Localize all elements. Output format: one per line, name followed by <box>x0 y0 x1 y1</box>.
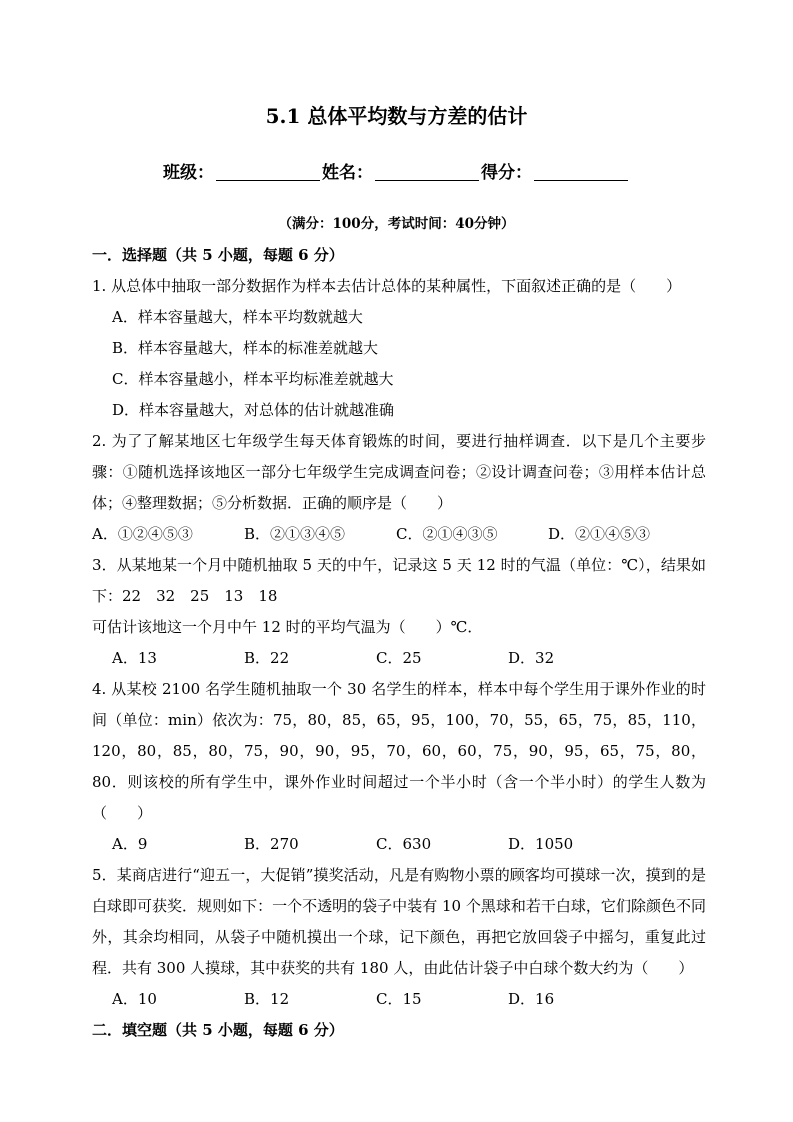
question-1-option-c: C．样本容量越小，样本平均标准差就越大 <box>112 370 394 388</box>
question-2-option-a: A．①②④⑤③ <box>92 525 193 543</box>
question-1-option-a: A．样本容量越大，样本平均数就越大 <box>112 308 363 326</box>
question-5-stem: 5．某商店进行“迎五一，大促销”摸奖活动，凡是有购物小票的顾客均可摸球一次，摸到的是白球即可获奖．规则如下：一个不透明的袋子中装有 10 个黑球和若干白球，它们除颜色不同外，其余均相同，从袋子中随机摸出一个球，记下颜色，再把它放回袋子中摇匀，重复此过程．共有 300 人摸球，其中获奖的共有 180 人，由此估计袋子中白球个数大约为（ ） <box>92 866 706 977</box>
section-heading-choice: 一．选择题（共 5 小题，每题 6 分） <box>92 246 344 264</box>
score-label: 得分： <box>481 163 532 183</box>
question-4-options <box>92 829 706 860</box>
question-3-option-a: A．13 <box>112 649 157 667</box>
name-label: 姓名： <box>322 163 373 183</box>
section-heading-fill: 二．填空题（共 5 小题，每题 6 分） <box>92 1021 344 1039</box>
question-4-stem: 4. 从某校 2100 名学生随机抽取一个 30 名学生的样本，样本中每个学生用于课外作业的时间（单位：min）依次为：75，80，85，65，95，100，70，55，65，75，85，110，120，80，85，80，75，90，90，95，70，60，60，75，90，95，65，75，80，80．则该校的所有学生中，课外作业时间超过一个半小时（含一个半小时）的学生人数为（ ） <box>92 680 706 822</box>
question-1-option-b: B．样本容量越大，样本的标准差就越大 <box>112 339 379 357</box>
question-2-option-c: C．②①④③⑤ <box>396 525 498 543</box>
question-3-prompt: 可估计该地这一个月中午 12 时的平均气温为（ ）℃． <box>92 618 483 636</box>
question-5-option-a: A．10 <box>112 990 157 1008</box>
name-blank <box>375 162 479 181</box>
question-3-option-c: C．25 <box>376 649 422 667</box>
question-3-options <box>92 643 706 674</box>
question-4-option-a: A．9 <box>112 835 148 853</box>
question-content <box>92 240 706 1046</box>
question-2-options <box>92 519 706 550</box>
class-blank <box>216 162 320 181</box>
student-info-line <box>0 158 793 183</box>
page-title: 5.1 总体平均数与方差的估计 <box>265 104 528 128</box>
question-4-option-c: C．630 <box>376 835 432 853</box>
question-1-option-d: D．样本容量越大，对总体的估计就越准确 <box>112 401 395 419</box>
question-5-option-d: D．16 <box>508 990 555 1008</box>
question-2-stem: 2. 为了了解某地区七年级学生每天体育锻炼的时间，要进行抽样调查．以下是几个主要步骤：①随机选择该地区一部分七年级学生完成调查问卷；②设计调查问卷；③用样本估计总体；④整理数据；⑤分析数据．正确的顺序是（ ） <box>92 432 706 512</box>
question-5-options <box>92 984 706 1015</box>
exam-meta: （满分：100分，考试时间：40分钟） <box>278 216 515 232</box>
question-5-option-c: C．15 <box>376 990 422 1008</box>
question-1-stem: 1. 从总体中抽取一部分数据作为样本去估计总体的某种属性，下面叙述正确的是（ ） <box>92 277 682 295</box>
question-3-option-d: D．32 <box>508 649 555 667</box>
question-2-option-d: D．②①④⑤③ <box>548 525 651 543</box>
question-3-stem: 3．从某地某一个月中随机抽取 5 天的中午，记录这 5 天 12 时的气温（单位：℃），结果如下：22 32 25 13 18 <box>92 556 706 605</box>
question-3-option-b: B．22 <box>244 649 290 667</box>
score-blank <box>534 162 628 181</box>
question-2-option-b: B．②①③④⑤ <box>244 525 346 543</box>
question-4-option-b: B．270 <box>244 835 299 853</box>
question-5-option-b: B．12 <box>244 990 290 1008</box>
class-label: 班级： <box>163 163 214 183</box>
question-4-option-d: D．1050 <box>508 835 574 853</box>
